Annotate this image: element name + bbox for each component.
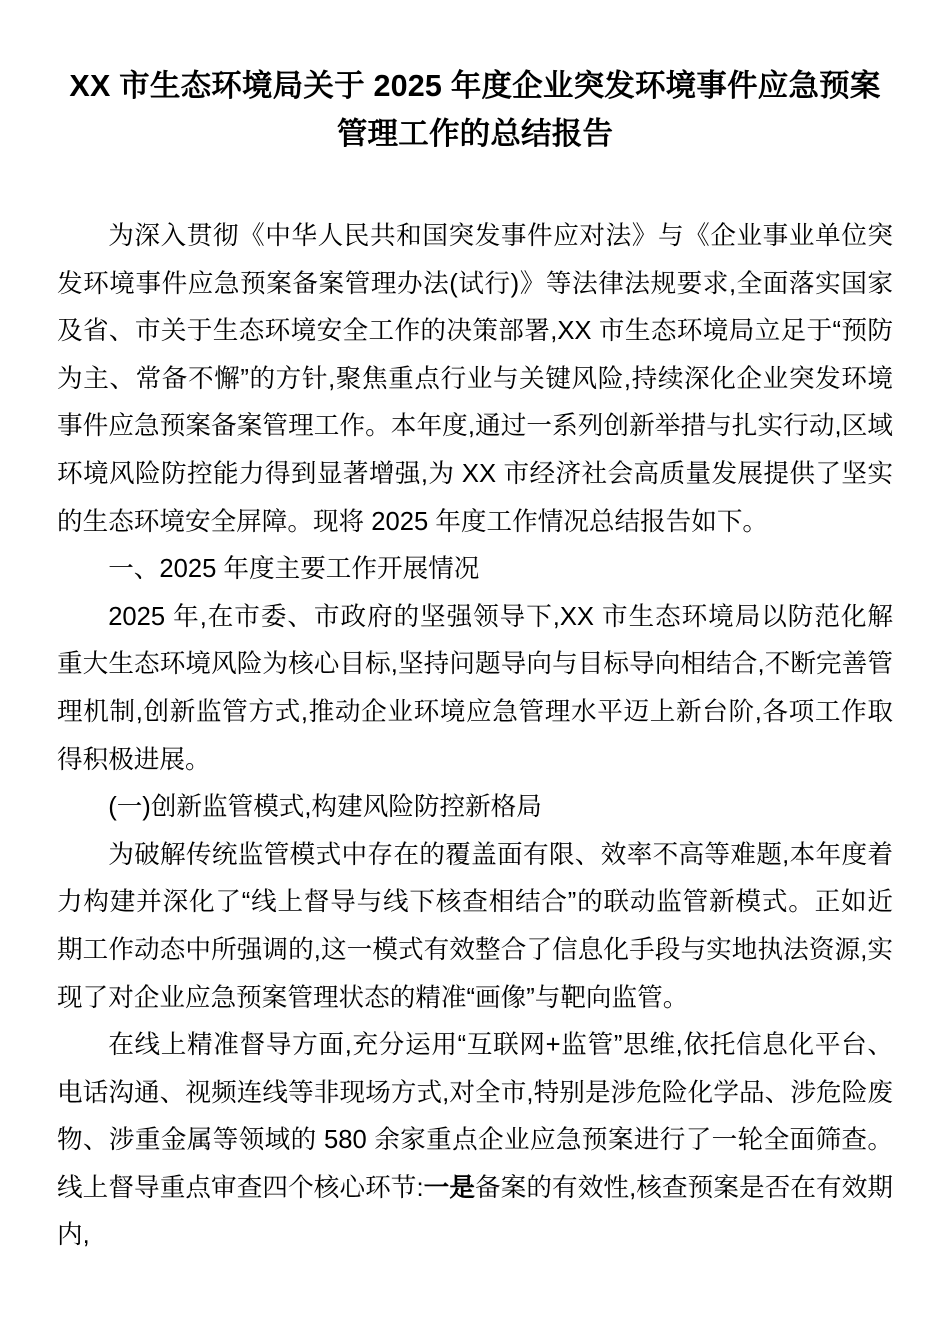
paragraph-section-1-1-body-1: 为破解传统监管模式中存在的覆盖面有限、效率不高等难题,本年度着力构建并深化了“线上督导与线下核查相结合”的联动监管新模式。正如近期工作动态中所强调的,这一模式有效整合了信息化手段与实地执法资源,实现了对企业应急预案管理状态的精准“画像”与靶向监管。 [57,840,893,1012]
title-body-spacer [57,158,893,213]
document-content [57,0,893,1260]
paragraph-section-1-1-body-2: 在线上精准督导方面,充分运用“互联网+监管”思维,依托信息化平台、电话沟通、视频连线等非现场方式,对全市,特别是涉危险化学品、涉危险废物、涉重金属等领域的 580 余家重点企业应急预案进行了一轮全面筛查。线上督导重点审查四个核心环节:一是备案的有效性,核查预案是否在有效期内, [57,1031,893,1250]
heading-section-1-1: (一)创新监管模式,构建风险防控新格局 [108,793,542,822]
paragraph-section-1-body: 2025 年,在市委、市政府的坚强领导下,XX 市生态环境局以防范化解重大生态环境风险为核心目标,坚持问题导向与目标导向相结合,不断完善管理机制,创新监管方式,推动企业环境应急管理水平迈上新台阶,各项工作取得积极进展。 [57,602,893,774]
paragraph-intro: 为深入贯彻《中华人民共和国突发事件应对法》与《企业事业单位突发环境事件应急预案备案管理办法(试行)》等法律法规要求,全面落实国家及省、市关于生态环境安全工作的决策部署,XX 市生态环境局立足于“预防为主、常备不懈”的方针,聚焦重点行业与关键风险,持续深化企业突发环境事件应急预案备案管理工作。本年度,通过一系列创新举措与扎实行动,区域环境风险防控能力得到显著增强,为 XX 市经济社会高质量发展提供了坚实的生态环境安全屏障。现将 2025 年度工作情况总结报告如下。 [57,222,893,536]
emphasis-run-1: 一是 [423,1173,476,1202]
page-title: XX 市生态环境局关于 2025 年度企业突发环境事件应急预案管理工作的总结报告 [69,69,881,151]
heading-section-1: 一、2025 年度主要工作开展情况 [108,555,480,584]
